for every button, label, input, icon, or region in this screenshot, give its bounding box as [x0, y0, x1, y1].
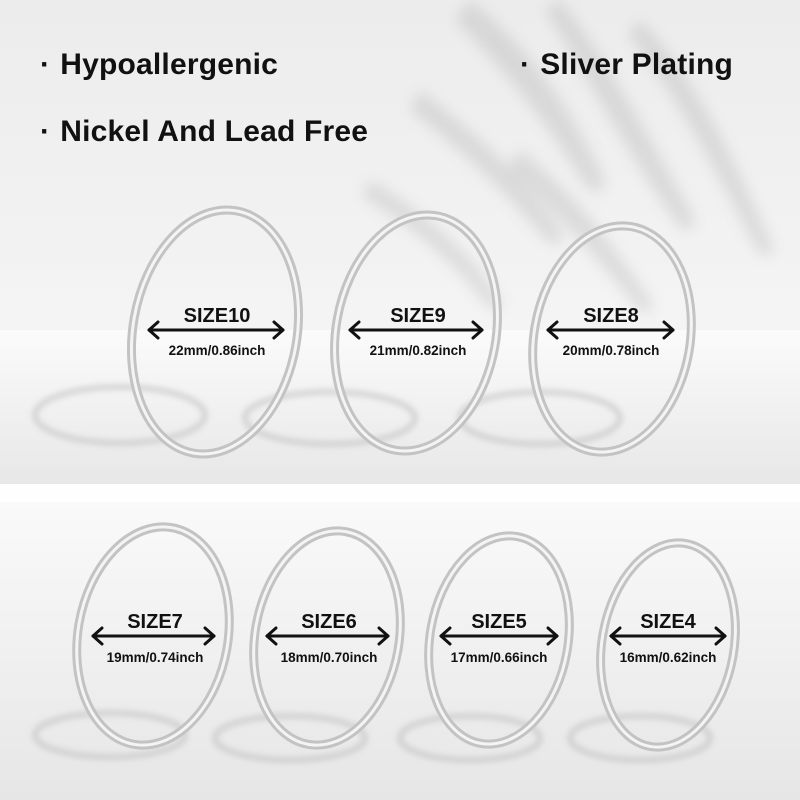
measure-label: 22mm/0.86inch	[168, 343, 266, 358]
feature-label: Sliver Plating	[540, 48, 734, 81]
size-label: SIZE8	[583, 305, 639, 327]
size-label: SIZE10	[183, 305, 251, 327]
size-label: SIZE4	[640, 611, 696, 633]
bullet: ·	[40, 115, 51, 148]
feature-sliver-plating	[520, 48, 733, 82]
measure-label: 21mm/0.82inch	[369, 343, 467, 358]
feature-hypoallergenic	[40, 48, 278, 82]
measure-label: 19mm/0.74inch	[106, 650, 204, 665]
measure-label: 18mm/0.70inch	[280, 650, 378, 665]
bullet: ·	[40, 48, 51, 81]
size-label: SIZE5	[471, 611, 527, 633]
size-label: SIZE6	[301, 611, 357, 633]
feature-label: Hypoallergenic	[60, 48, 279, 81]
bullet: ·	[520, 48, 531, 81]
size-label: SIZE7	[127, 611, 183, 633]
measure-label: 17mm/0.66inch	[450, 650, 548, 665]
feature-nickel-lead-free	[40, 115, 368, 149]
size-label: SIZE9	[390, 305, 446, 327]
measure-label: 16mm/0.62inch	[619, 650, 717, 665]
feature-label: Nickel And Lead Free	[60, 115, 369, 148]
measure-label: 20mm/0.78inch	[562, 343, 660, 358]
